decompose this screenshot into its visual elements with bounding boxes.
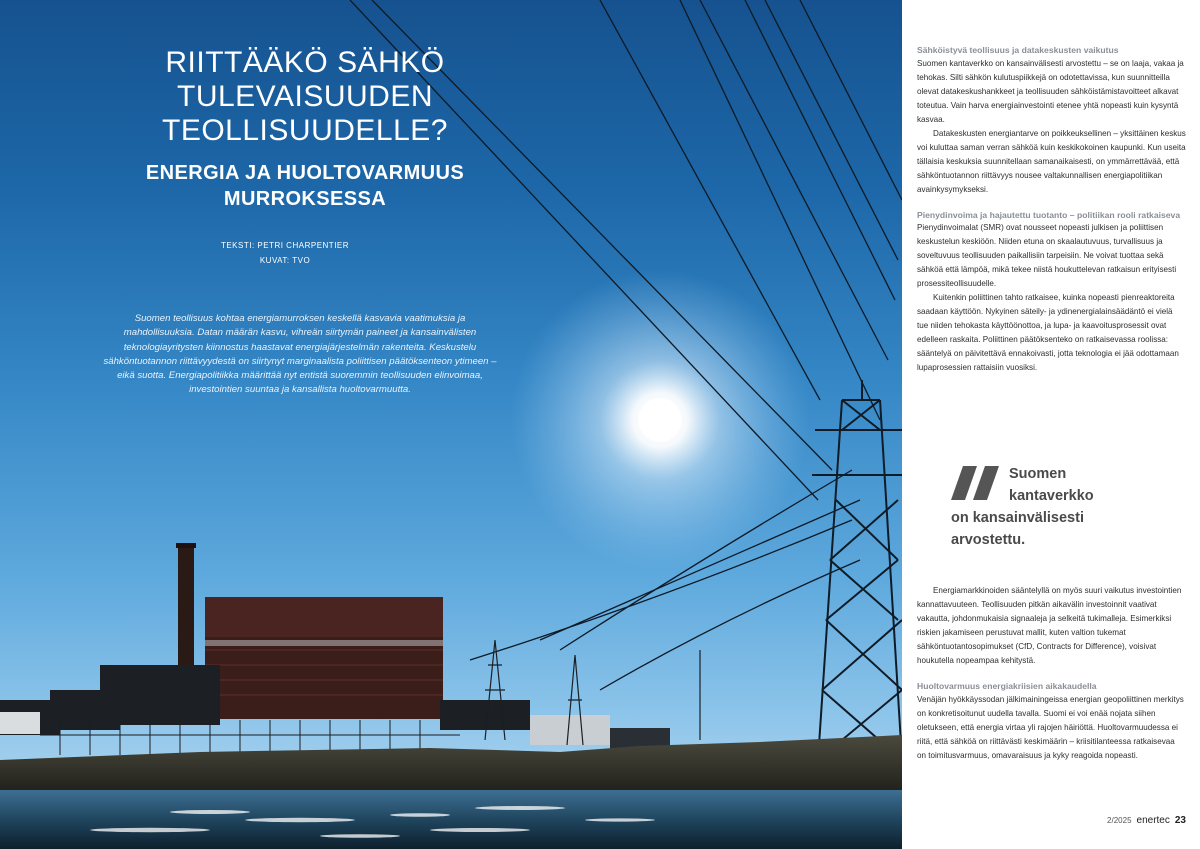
magazine-brand: enertec <box>1136 815 1170 826</box>
issue-number: 2/2025 <box>1107 816 1132 825</box>
section-title-security-of-supply: Huoltovarmuus energiakriisien aikakaudella <box>917 681 1097 691</box>
paragraph: Venäjän hyökkäyssodan jälkimainingeissa energian geopoliittinen merkitys on konkretisoitunut uudella tavalla. Suomi ei voi enää nojata siihen oletukseen, että energia virtaa yli rajojen häiriöttä. Huoltovarmuudessa ei riitä, että sähköä on riittävästi keskimäärin – kriisitilanteessa ratkaisevaa on toimitusvarmuus, omavaraisuus ja kyky reagoida nopeasti. <box>917 694 1184 760</box>
text-column-lower <box>917 584 1185 763</box>
pylon <box>812 380 902 760</box>
page-number: 23 <box>1174 815 1186 826</box>
article-lead: Suomen teollisuus kohtaa energiamurroksen keskellä kasvavia vaatimuksia ja mahdollisuuksia. Datan määrän kasvu, vihreän siirtymän paineet ja kansainvälisten teknologiayritysten kiinnostus haastavat energiajärjestelmän rakenteita. Keskustelu sähköntuotannon riittävyydestä on siirtynyt marginaalista poliittisen päätöksenteon ytimeen – eikä suotta. Energiapolitiikka määrittää nyt entistä suoremmin teollisuuden elinvoimaa, investointien suuntaa ja kansallista huoltovarmuutta. <box>103 313 497 396</box>
paragraph: Suomen kantaverkko on kansainvälisesti arvostettu – se on laaja, vakaa ja tehokas. Silti sähkön kulutuspiikkejä on odotettavissa, kun suunnitteilla olevat datakeskushankkeet ja teollisuuden sähköistämistavoitteet alkavat toteutua. Vain harva energiainvestointi etenee yhtä nopeasti kuin kysyntä kasvaa. <box>917 58 1184 124</box>
credit-text: TEKSTI: PETRI CHARPENTIER <box>220 241 350 250</box>
quote-line: Suomen <box>1009 466 1067 482</box>
section-title-datacenters: Sähköistyvä teollisuus ja datakeskusten vaikutus <box>917 45 1119 55</box>
paragraph: Datakeskusten energiantarve on poikkeuksellinen – yksittäinen keskus voi kuluttaa saman verran sähköä kuin keskikokoinen kaupunki. Kun useita tällaisia keskuksia suunnitellaan samanaikaisesti, on ymmärrettävää, että sähköntuotannon riittävyys nousee valtakunnallisen energiapolitiikan avainkysymykseksi. <box>917 128 1186 194</box>
water <box>0 790 902 849</box>
page-footer <box>1107 815 1186 826</box>
section-title-smr: Pienydinvoima ja hajautettu tuotanto – politiikan rooli ratkaiseva <box>917 209 1181 220</box>
credit-photos: KUVAT: TVO <box>259 256 311 265</box>
paragraph: Pienydinvoimalat (SMR) ovat nousseet nopeasti julkisen ja poliittisen keskustelun keskiöön. Niiden etuna on skaalautuvuus, turvallisuus ja soveltuvuus teollisuuden paikallisiin tarpeisiin. Ne voivat tuottaa sekä sähköä että lämpöä, mikä tekee niistä houkuttelevan ratkaisun erityisesti prosessiteollisuudelle. <box>917 223 1177 288</box>
subhead-line-2: MURROKSESSA <box>223 188 387 210</box>
white-building <box>0 712 40 734</box>
headline-line-1: RIITTÄÄKÖ SÄHKÖ TULEVAISUUDEN <box>165 46 445 113</box>
quote-line: on kansainvälisesti <box>951 510 1084 526</box>
pull-quote-text <box>951 463 1161 551</box>
quote-line: kantaverkko <box>1009 488 1094 504</box>
pull-quote <box>951 463 1161 553</box>
reactor-building <box>205 597 443 719</box>
paragraph: Energiamarkkinoiden sääntelyllä on myös suuri vaikutus investointien kannattavuuteen. Teollisuuden pitkän aikavälin investoinnit vaativat vakautta, johdonmukaisia signaaleja ja selkeitä tukimalleja. Esimerkiksi riskien jakamiseen perustuvat mallit, kuten valtion tukemat sähköntuotantosopimukset (CfD, Contracts for Difference), voisivat houkutella nopeampaa kehitystä. <box>917 586 1182 665</box>
shoreline <box>0 735 902 795</box>
article-credits <box>200 238 370 268</box>
article-subhead <box>120 160 490 212</box>
paragraph: Kuitenkin poliittinen tahto ratkaisee, kuinka nopeasti pienreaktoreita saadaan käyttöön. Nykyinen säteily- ja ydinenergialainsäädäntö ei vielä tue niiden tehokasta käyttöönottoa, ja lupa- ja kaavoitusprosessit ovat edelleen raskaita. Poliittinen päätöksenteko on ratkaisevassa roolissa: sääntelyä on päivitettävä ennakoivasti, jotta teknologia ei jää odottamaan lupaprosessien rattaisiin vuosiksi. <box>917 293 1179 372</box>
quote-line: arvostettu. <box>951 532 1026 548</box>
subhead-line-1: ENERGIA JA HUOLTOVARMUUS <box>145 162 465 184</box>
article-headline <box>40 46 570 148</box>
headline-line-2: TEOLLISUUDELLE? <box>162 114 448 147</box>
